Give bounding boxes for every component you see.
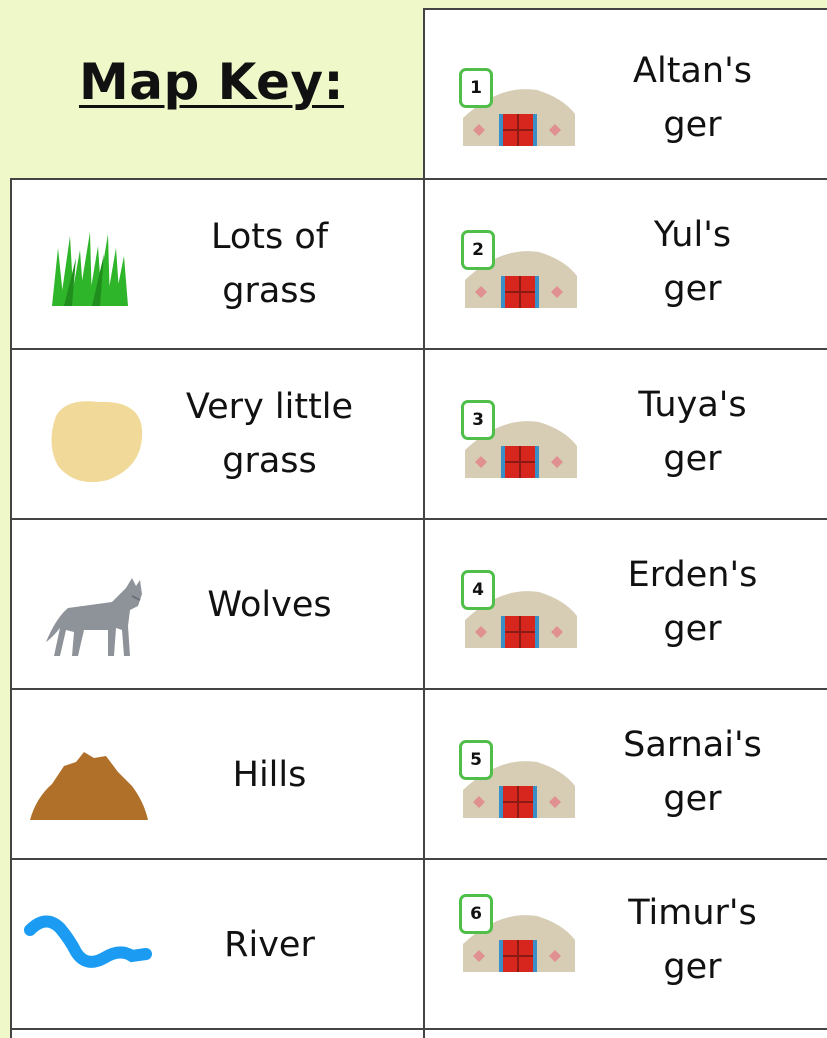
key-row-ger-4: [425, 520, 827, 690]
label-ger-5: Sarnai's ger: [623, 725, 762, 819]
ger-number-badge: 3: [461, 400, 495, 440]
label-ger-6: Timur's ger: [628, 893, 757, 987]
ger-number-badge: 4: [461, 570, 495, 610]
label-wolves: Wolves: [207, 585, 332, 625]
key-row-ger-5: [425, 690, 827, 860]
title-cell: [0, 0, 423, 178]
key-row-ger-6: [425, 860, 827, 1030]
key-row-wolves: [12, 520, 423, 690]
hill-icon: [28, 746, 150, 822]
sand-patch-icon: [46, 396, 146, 486]
label-hills: Hills: [232, 755, 307, 795]
ger-number-badge: 6: [459, 894, 493, 934]
ger-key: [423, 8, 827, 1038]
key-row-ger-2: [425, 180, 827, 350]
key-row-little-grass: [12, 350, 423, 520]
label-ger-2: Yul's ger: [653, 215, 732, 309]
map-key-title: Map Key:: [78, 53, 345, 111]
key-row-ger-1: [425, 10, 827, 180]
label-ger-1: Altan's ger: [633, 51, 752, 145]
label-river: River: [224, 925, 315, 965]
landscape-key: [10, 178, 423, 1038]
label-very-little-grass: Very little grass: [185, 387, 354, 481]
ger-number-badge: 2: [461, 230, 495, 270]
grass-icon: [50, 228, 130, 308]
ger-number-badge: 5: [459, 740, 493, 780]
key-row-river: [12, 860, 423, 1030]
ger-number-badge: 1: [459, 68, 493, 108]
label-ger-3: Tuya's ger: [638, 385, 747, 479]
label-ger-4: Erden's ger: [627, 555, 758, 649]
key-row-hills: [12, 690, 423, 860]
key-row-ger-3: [425, 350, 827, 520]
key-row-grass: [12, 180, 423, 350]
label-lots-of-grass: Lots of grass: [210, 217, 329, 311]
wolf-icon: [38, 572, 148, 662]
river-icon: [24, 906, 152, 976]
